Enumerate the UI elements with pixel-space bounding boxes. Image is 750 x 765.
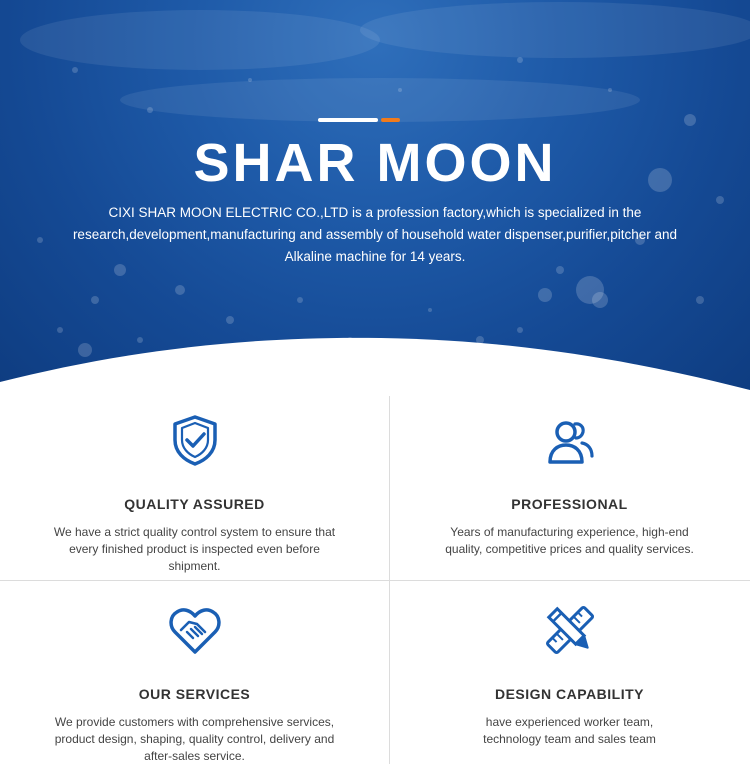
- feature-description: We provide customers with comprehensive services, product design, shaping, quality control, delivery and after-sales service.: [54, 715, 335, 763]
- feature-description: Years of manufacturing experience, high-end quality, competitive prices and quality services.: [445, 525, 694, 556]
- pencil-ruler-icon: [542, 602, 598, 658]
- feature-title: PROFESSIONAL: [511, 496, 628, 512]
- company-description: CIXI SHAR MOON ELECTRIC CO.,LTD is a profession factory,which is specialized in the research,development,manufacturing and assembly of household water dispenser,purifier,pitcher and Alkaline machine for 14 years.: [72, 205, 678, 264]
- feature-design-capability: [382, 602, 750, 748]
- feature-title: DESIGN CAPABILITY: [494, 686, 645, 702]
- feature-grid: [0, 396, 750, 764]
- feature-description: have experienced worker team, technology team and sales team: [483, 715, 656, 746]
- feature-description: We have a strict quality control system to ensure that every finished product is inspected even before shipment.: [53, 525, 336, 573]
- feature-our-services: [7, 602, 382, 765]
- accent-bar-white: [318, 118, 378, 122]
- grid-divider-horizontal: [0, 580, 750, 581]
- heart-handshake-icon: [167, 602, 223, 658]
- feature-quality-assured: [7, 412, 382, 575]
- company-title: SHAR MOON: [193, 133, 557, 193]
- title-accent-bars: [318, 118, 400, 122]
- feature-title: QUALITY ASSURED: [124, 496, 265, 512]
- accent-bar-orange: [381, 118, 400, 122]
- feature-professional: [382, 412, 750, 558]
- users-icon: [542, 412, 598, 468]
- shield-check-icon: [167, 412, 223, 468]
- feature-title: OUR SERVICES: [138, 686, 251, 702]
